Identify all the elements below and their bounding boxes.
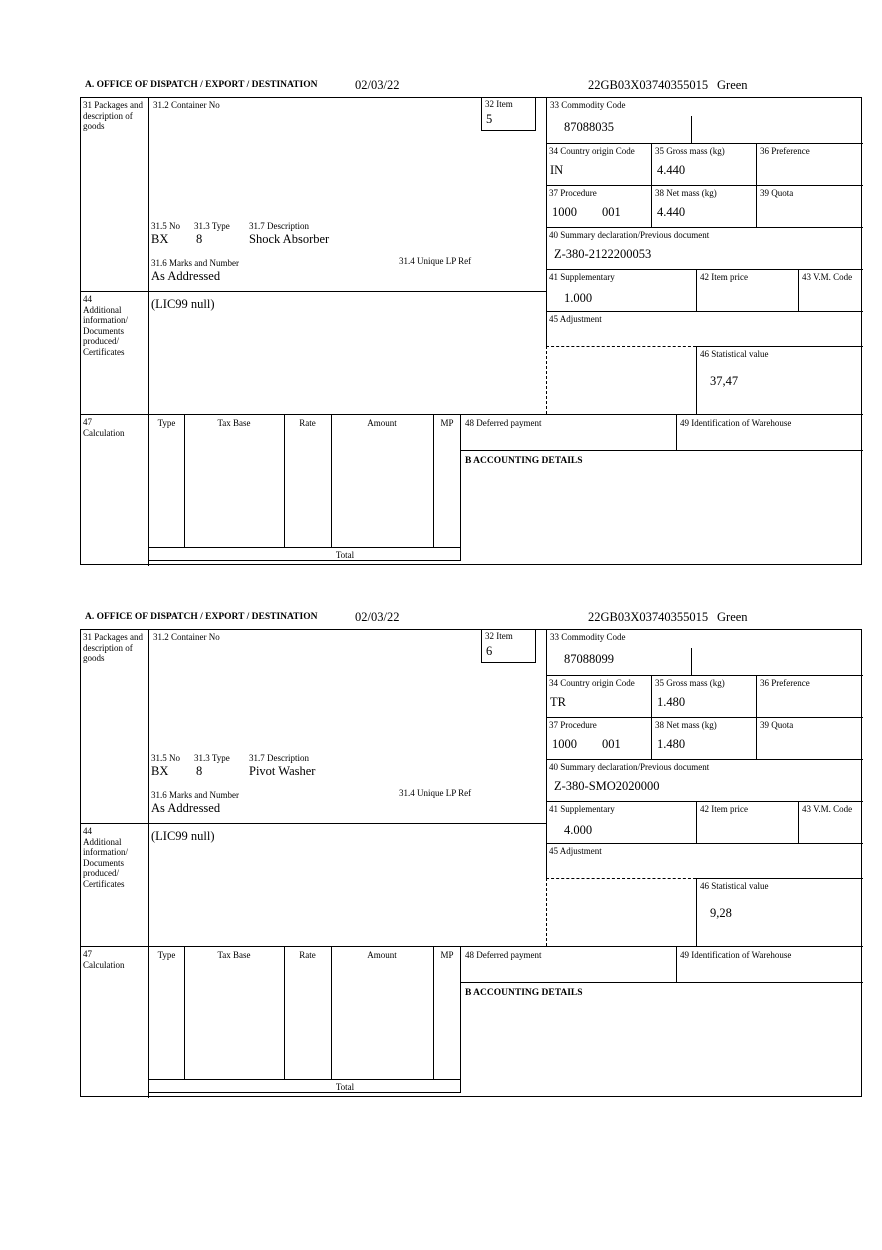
box41: [546, 270, 696, 312]
row-37-38-39: [546, 185, 863, 227]
box43-label: 43 V.M. Code: [802, 804, 853, 814]
table-line: [331, 947, 332, 1079]
col-type-header: Type: [157, 418, 176, 428]
country-origin: IN: [550, 163, 564, 177]
box42-label: 42 Item price: [700, 272, 748, 282]
box31-6-label: 31.6 Marks and Number: [151, 790, 239, 800]
package-count: BX: [151, 764, 169, 778]
box31-7-label: 31.7 Description: [249, 221, 309, 231]
box33: [546, 98, 863, 143]
net-mass: 4.440: [657, 205, 686, 219]
box36-label: 36 Preference: [760, 146, 810, 156]
col-mp-header: MP: [440, 418, 454, 428]
office-heading: A. OFFICE OF DISPATCH / EXPORT / DESTINATION: [85, 612, 318, 622]
box39-label: 39 Quota: [760, 720, 794, 730]
box34: [546, 144, 651, 186]
box44-label: [81, 291, 149, 414]
total-line: [149, 547, 461, 548]
box40: [546, 759, 863, 801]
declaration-reference: 22GB03X03740355015: [588, 610, 709, 624]
row-34-35-36: [546, 143, 863, 185]
box44-number: 44: [83, 826, 92, 836]
box36: [756, 144, 863, 186]
dashed-region-top: [546, 878, 696, 879]
package-type: 8: [196, 764, 203, 778]
right-column-dashed-edge: [546, 346, 547, 414]
routing-channel: Green: [717, 610, 748, 624]
box45: [546, 311, 863, 346]
box37: [546, 186, 651, 228]
table-line: [184, 947, 185, 1079]
commodity-code-divider: [691, 116, 692, 143]
box31-2-label: 31.2 Container No: [153, 632, 220, 642]
box47-number: 47: [83, 417, 92, 427]
declaration-reference: 22GB03X03740355015: [588, 78, 709, 92]
commodity-code: 87088099: [564, 652, 614, 666]
box38-label: 38 Net mass (kg): [655, 720, 717, 730]
box44-text: Additional information/ Documents produced/ Certificates: [83, 304, 128, 357]
item-form-box: [80, 629, 862, 1097]
additional-info-value: (LIC99 null): [151, 297, 215, 311]
table-line: [433, 947, 434, 1079]
divider-line: [149, 291, 546, 292]
box46: [696, 346, 863, 414]
previous-document: Z-380-2122200053: [554, 247, 652, 261]
box31-5-label: 31.5 No: [151, 221, 180, 231]
box43-label: 43 V.M. Code: [802, 272, 853, 282]
calculation-table: [149, 414, 461, 561]
dispatch-date: 02/03/22: [355, 610, 400, 624]
box33: [546, 630, 863, 675]
package-count: BX: [151, 232, 169, 246]
total-line: [149, 1079, 461, 1080]
box32-label: 32 Item: [485, 631, 513, 641]
commodity-code: 87088035: [564, 120, 614, 134]
box31-4-label: 31.4 Unique LP Ref: [399, 788, 472, 798]
supplementary-units: 4.000: [564, 823, 593, 837]
calculation-table: [149, 946, 461, 1093]
right-column-dashed-edge: [546, 878, 547, 946]
box33-label: 33 Commodity Code: [550, 100, 626, 110]
box34-label: 34 Country origin Code: [549, 678, 635, 688]
routing-channel: Green: [717, 78, 748, 92]
box31-4-label: 31.4 Unique LP Ref: [399, 256, 472, 266]
box38-label: 38 Net mass (kg): [655, 188, 717, 198]
col-tax-base-header: Tax Base: [217, 418, 251, 428]
box46-label: 46 Statistical value: [700, 349, 769, 359]
box31-3-label: 31.3 Type: [194, 753, 230, 763]
box35-label: 35 Gross mass (kg): [655, 678, 725, 688]
box32-item: [481, 630, 536, 663]
row-37-38-39: [546, 717, 863, 759]
box32-item: [481, 98, 536, 131]
box35: [651, 144, 756, 186]
box45: [546, 843, 863, 878]
box31-2-label: 31.2 Container No: [153, 100, 220, 110]
box36: [756, 676, 863, 718]
marks-value: As Addressed: [151, 801, 221, 815]
deferred-warehouse-row: [461, 946, 863, 983]
goods-description: Pivot Washer: [249, 764, 316, 778]
box36-label: 36 Preference: [760, 678, 810, 688]
item-form-box: [80, 97, 862, 565]
item-number: 6: [486, 644, 493, 658]
box39: [756, 718, 863, 760]
accounting-details-heading: B ACCOUNTING DETAILS: [465, 988, 583, 998]
table-line: [184, 415, 185, 547]
row-41-42-43: [546, 801, 863, 843]
box40-label: 40 Summary declaration/Previous document: [549, 762, 710, 772]
col-tax-base-header: Tax Base: [217, 950, 251, 960]
statistical-value: 9,28: [710, 906, 732, 920]
office-heading: A. OFFICE OF DISPATCH / EXPORT / DESTINATION: [85, 80, 318, 90]
dashed-region-top: [546, 346, 696, 347]
box45-label: 45 Adjustment: [549, 846, 602, 856]
procedure-extra: 001: [602, 205, 621, 219]
box35: [651, 676, 756, 718]
total-label: Total: [335, 1082, 355, 1092]
box31-5-label: 31.5 No: [151, 753, 180, 763]
col-amount-header: Amount: [367, 950, 397, 960]
goods-description: Shock Absorber: [249, 232, 330, 246]
sad-item-section-2: [80, 612, 863, 1098]
marks-value: As Addressed: [151, 269, 221, 283]
box43: [798, 270, 863, 312]
box47-label: [81, 414, 149, 566]
box47-label: [81, 946, 149, 1098]
procedure-code: 1000: [552, 737, 577, 751]
box48-label: 48 Deferred payment: [465, 950, 542, 960]
box43: [798, 802, 863, 844]
box45-label: 45 Adjustment: [549, 314, 602, 324]
box49-label: 49 Identification of Warehouse: [680, 418, 792, 428]
col-rate-header: Rate: [299, 950, 316, 960]
box49-label: 49 Identification of Warehouse: [680, 950, 792, 960]
box38: [651, 718, 756, 760]
box42: [696, 270, 798, 312]
box47-number: 47: [83, 949, 92, 959]
box31-label: 31 Packages and description of goods: [81, 630, 149, 823]
net-mass: 1.480: [657, 737, 686, 751]
table-line: [331, 415, 332, 547]
col-type-header: Type: [157, 950, 176, 960]
row-41-42-43: [546, 269, 863, 311]
procedure-extra: 001: [602, 737, 621, 751]
box34-label: 34 Country origin Code: [549, 146, 635, 156]
box47-text: Calculation: [83, 959, 125, 970]
box39: [756, 186, 863, 228]
box37-label: 37 Procedure: [549, 720, 597, 730]
box35-label: 35 Gross mass (kg): [655, 146, 725, 156]
box40-label: 40 Summary declaration/Previous document: [549, 230, 710, 240]
country-origin: TR: [550, 695, 566, 709]
box41-label: 41 Supplementary: [549, 804, 615, 814]
box31-6-label: 31.6 Marks and Number: [151, 258, 239, 268]
box46: [696, 878, 863, 946]
box37: [546, 718, 651, 760]
col-mp-header: MP: [440, 950, 454, 960]
box47-text: Calculation: [83, 427, 125, 438]
box40: [546, 227, 863, 269]
box31-7-label: 31.7 Description: [249, 753, 309, 763]
supplementary-units: 1.000: [564, 291, 593, 305]
dispatch-date: 02/03/22: [355, 78, 400, 92]
statistical-value: 37,47: [710, 374, 739, 388]
box44-text: Additional information/ Documents produced/ Certificates: [83, 836, 128, 889]
box44-number: 44: [83, 294, 92, 304]
row-34-35-36: [546, 675, 863, 717]
gross-mass: 1.480: [657, 695, 686, 709]
box48-label: 48 Deferred payment: [465, 418, 542, 428]
gross-mass: 4.440: [657, 163, 686, 177]
box46-label: 46 Statistical value: [700, 881, 769, 891]
divider-line: [149, 823, 546, 824]
sad-item-section-1: [80, 80, 863, 566]
box41-label: 41 Supplementary: [549, 272, 615, 282]
box34: [546, 676, 651, 718]
previous-document: Z-380-SMO2020000: [554, 779, 660, 793]
additional-info-value: (LIC99 null): [151, 829, 215, 843]
accounting-details-heading: B ACCOUNTING DETAILS: [465, 456, 583, 466]
box41: [546, 802, 696, 844]
table-line: [433, 415, 434, 547]
box39-label: 39 Quota: [760, 188, 794, 198]
procedure-code: 1000: [552, 205, 577, 219]
table-line: [284, 415, 285, 547]
col-amount-header: Amount: [367, 418, 397, 428]
box42-label: 42 Item price: [700, 804, 748, 814]
total-label: Total: [335, 550, 355, 560]
item-number: 5: [486, 112, 493, 126]
box44-label: [81, 823, 149, 946]
box49-divider: [676, 415, 677, 451]
box42: [696, 802, 798, 844]
box49-divider: [676, 947, 677, 983]
commodity-code-divider: [691, 648, 692, 675]
box32-label: 32 Item: [485, 99, 513, 109]
box33-label: 33 Commodity Code: [550, 632, 626, 642]
deferred-warehouse-row: [461, 414, 863, 451]
box38: [651, 186, 756, 228]
table-line: [284, 947, 285, 1079]
col-rate-header: Rate: [299, 418, 316, 428]
box31-label: 31 Packages and description of goods: [81, 98, 149, 291]
box31-3-label: 31.3 Type: [194, 221, 230, 231]
box37-label: 37 Procedure: [549, 188, 597, 198]
package-type: 8: [196, 232, 203, 246]
